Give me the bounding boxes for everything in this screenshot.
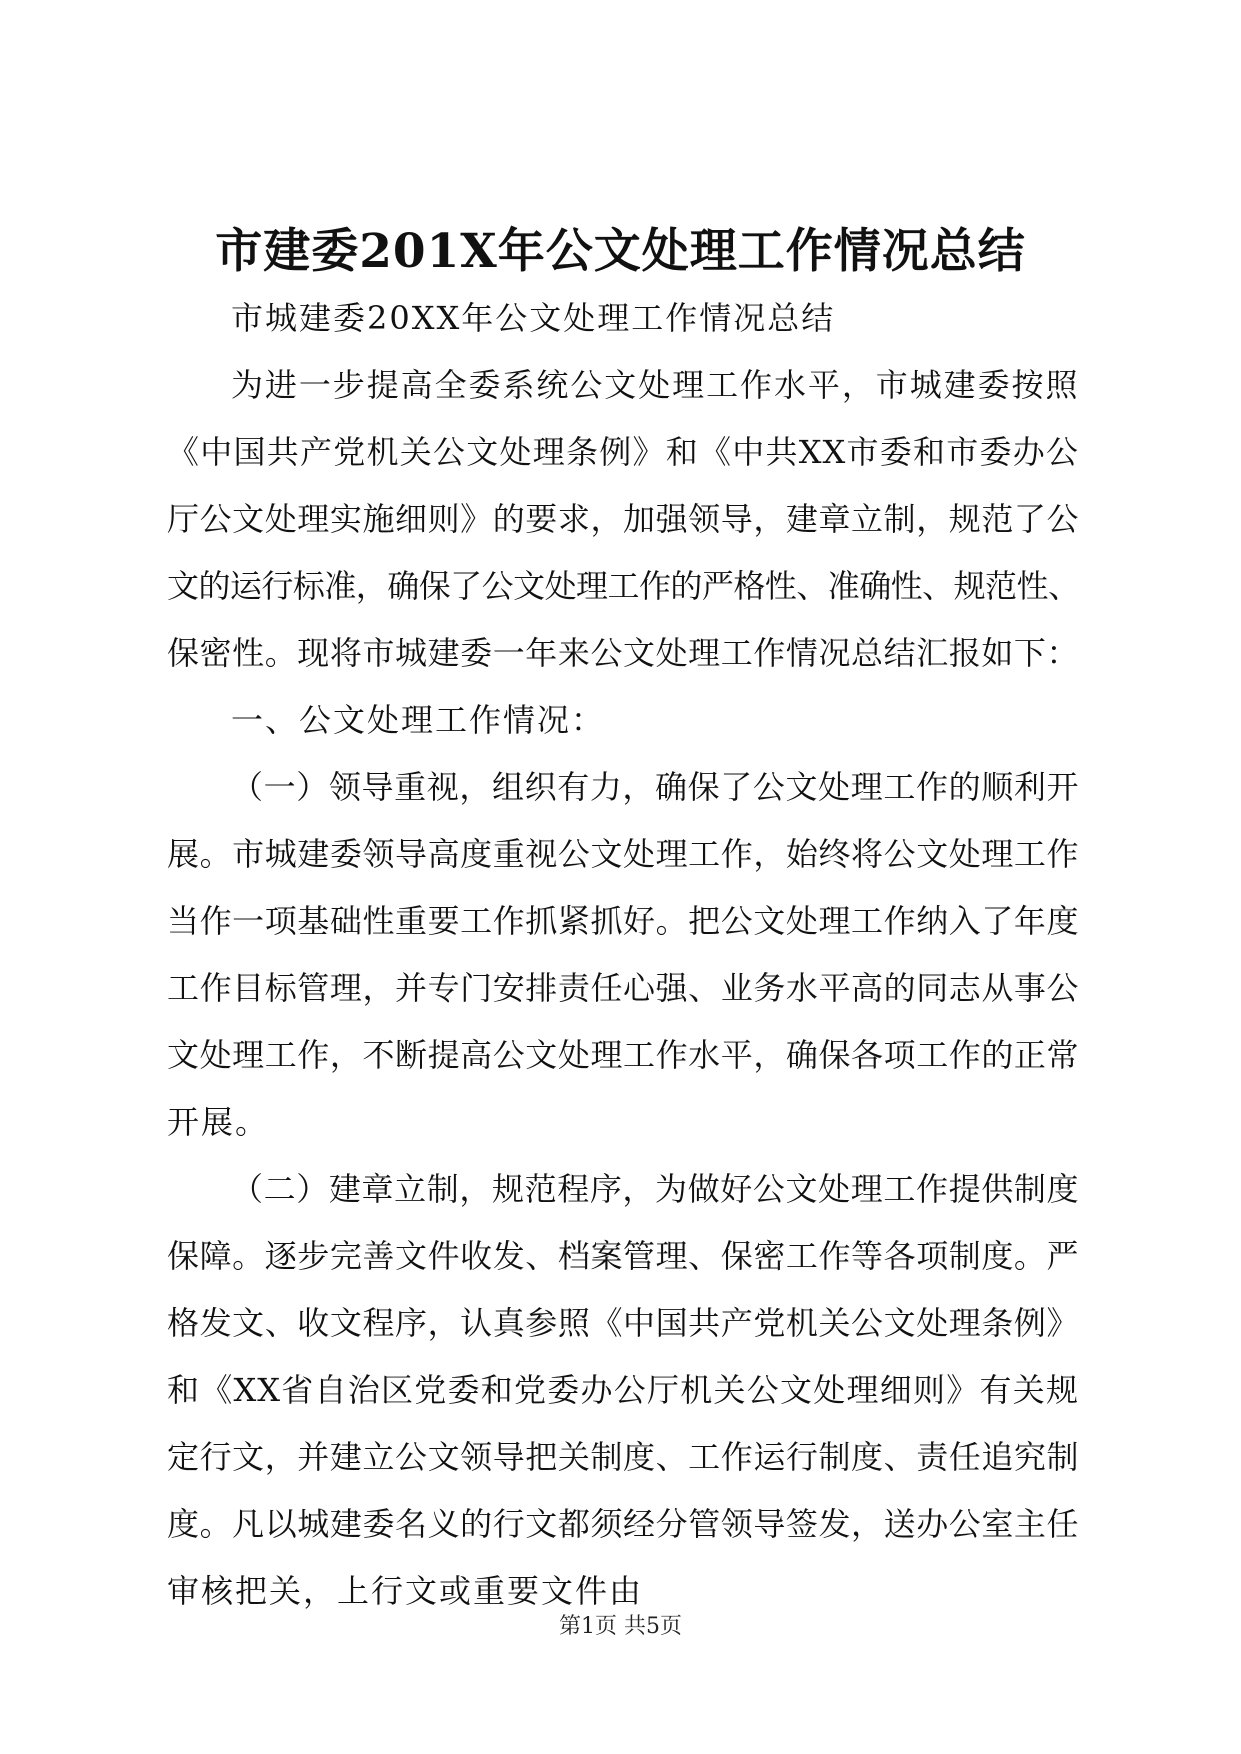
document-body [167,285,1079,1625]
paragraph-line: 保密性。现将市城建委一年来公文处理工作情况总结汇报如下： [167,634,1079,672]
subtitle-line: 市城建委20XX年公文处理工作情况总结 [231,299,836,337]
page-number: 第1页 共5页 [559,1614,682,1639]
paragraph-line: 展。市城建委领导高度重视公文处理工作，始终将公文处理工作 [167,835,1079,873]
paragraph-line: （二）建章立制，规范程序，为做好公文处理工作提供制度 [231,1170,1079,1208]
document-title: 市建委201X年公文处理工作情况总结 [215,224,1026,279]
paragraph-line: 和《XX省自治区党委和党委办公厅机关公文处理细则》有关规 [167,1371,1079,1409]
paragraph-line: 为进一步提高全委系统公文处理工作水平，市城建委按照 [231,366,1079,404]
paragraph-line: 文处理工作，不断提高公文处理工作水平，确保各项工作的正常 [167,1036,1079,1074]
paragraph-line: 审核把关，上行文或重要文件由 [167,1572,644,1610]
paragraph-line: 度。凡以城建委名义的行文都须经分管领导签发，送办公室主任 [167,1505,1079,1543]
paragraph-line: 保障。逐步完善文件收发、档案管理、保密工作等各项制度。严 [167,1237,1079,1275]
paragraph-line: 工作目标管理，并专门安排责任心强、业务水平高的同志从事公 [167,969,1079,1007]
paragraph-line: 当作一项基础性重要工作抓紧抓好。把公文处理工作纳入了年度 [167,902,1079,940]
section-heading: 一、公文处理工作情况： [231,701,606,739]
paragraph-line: 定行文，并建立公文领导把关制度、工作运行制度、责任追究制 [167,1438,1079,1476]
paragraph-line: 《中国共产党机关公文处理条例》和《中共XX市委和市委办公 [167,433,1079,471]
paragraph-line: 文的运行标准，确保了公文处理工作的严格性、准确性、规范性、 [167,567,1079,605]
paragraph-line: 格发文、收文程序，认真参照《中国共产党机关公文处理条例》 [167,1304,1079,1342]
paragraph-line: （一）领导重视，组织有力，确保了公文处理工作的顺利开 [231,768,1079,806]
paragraph-line: 开展。 [167,1103,270,1141]
paragraph-line: 厅公文处理实施细则》的要求，加强领导，建章立制，规范了公 [167,500,1079,538]
